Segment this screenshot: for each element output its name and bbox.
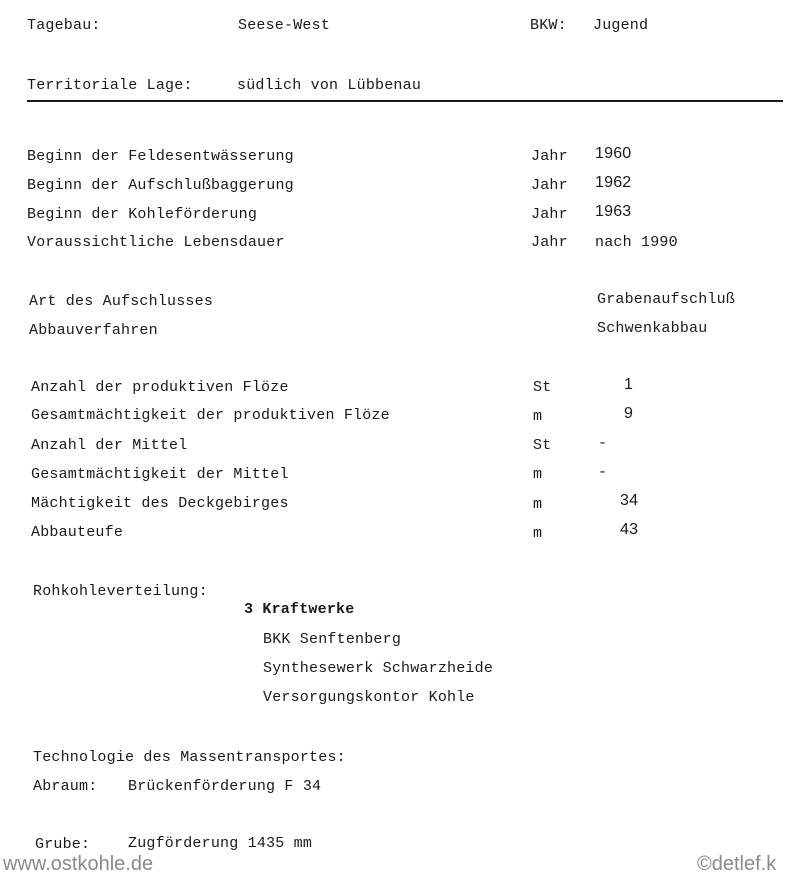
- parameter-unit: St: [533, 437, 552, 454]
- parameter-value: 34: [620, 492, 639, 509]
- timeline-value: 1960: [595, 145, 632, 162]
- grube-value: Zugförderung 1435 mm: [128, 835, 313, 852]
- parameter-label: Anzahl der produktiven Flöze: [31, 379, 289, 396]
- transport-heading: Technologie des Massentransportes:: [33, 749, 346, 766]
- timeline-unit: Jahr: [531, 206, 568, 223]
- timeline-unit: Jahr: [531, 148, 568, 165]
- method-value: Schwenkabbau: [597, 320, 708, 337]
- parameter-unit: m: [533, 408, 543, 425]
- lage-value: südlich von Lübbenau: [237, 77, 422, 94]
- parameter-unit: m: [533, 496, 543, 513]
- parameter-unit: St: [533, 379, 552, 396]
- parameter-label: Mächtigkeit des Deckgebirges: [31, 495, 289, 512]
- timeline-unit: Jahr: [531, 234, 568, 251]
- timeline-value: 1962: [595, 174, 632, 191]
- distribution-item: BKK Senftenberg: [263, 631, 402, 648]
- abraum-value: Brückenförderung F 34: [128, 778, 322, 795]
- timeline-label: Beginn der Kohleförderung: [27, 206, 258, 223]
- timeline-value: 1963: [595, 203, 632, 220]
- timeline-label: Voraussichtliche Lebensdauer: [27, 234, 285, 251]
- tagebau-value: Seese-West: [238, 17, 331, 34]
- timeline-value: nach 1990: [595, 234, 678, 251]
- method-label: Art des Aufschlusses: [29, 293, 214, 310]
- distribution-item: Versorgungskontor Kohle: [263, 689, 475, 706]
- abraum-label: Abraum:: [33, 778, 98, 795]
- parameter-unit: m: [533, 466, 543, 483]
- parameter-value: 1: [624, 376, 634, 393]
- distribution-item: 3 Kraftwerke: [244, 601, 355, 618]
- timeline-label: Beginn der Aufschlußbaggerung: [27, 177, 294, 194]
- lage-label: Territoriale Lage:: [27, 77, 193, 94]
- website-watermark: www.ostkohle.de: [3, 853, 154, 875]
- parameter-unit: m: [533, 525, 543, 542]
- parameter-label: Gesamtmächtigkeit der Mittel: [31, 466, 289, 483]
- copyright-watermark: ©detlef.k: [697, 853, 777, 875]
- parameter-label: Gesamtmächtigkeit der produktiven Flöze: [31, 407, 390, 424]
- bkw-label: BKW:: [530, 17, 567, 34]
- method-value: Grabenaufschluß: [597, 291, 736, 308]
- header-divider: [27, 100, 783, 102]
- parameter-value: 43: [620, 521, 639, 538]
- parameter-value: -: [598, 435, 608, 452]
- timeline-unit: Jahr: [531, 177, 568, 194]
- tagebau-label: Tagebau:: [27, 17, 101, 34]
- timeline-label: Beginn der Feldesentwässerung: [27, 148, 294, 165]
- parameter-value: -: [598, 464, 608, 481]
- method-label: Abbauverfahren: [29, 322, 158, 339]
- distribution-label: Rohkohleverteilung:: [33, 583, 208, 600]
- bkw-value: Jugend: [593, 17, 649, 34]
- parameter-value: 9: [624, 405, 634, 422]
- grube-label: Grube:: [35, 836, 91, 853]
- parameter-label: Anzahl der Mittel: [31, 437, 188, 454]
- distribution-item: Synthesewerk Schwarzheide: [263, 660, 494, 677]
- parameter-label: Abbauteufe: [31, 524, 124, 541]
